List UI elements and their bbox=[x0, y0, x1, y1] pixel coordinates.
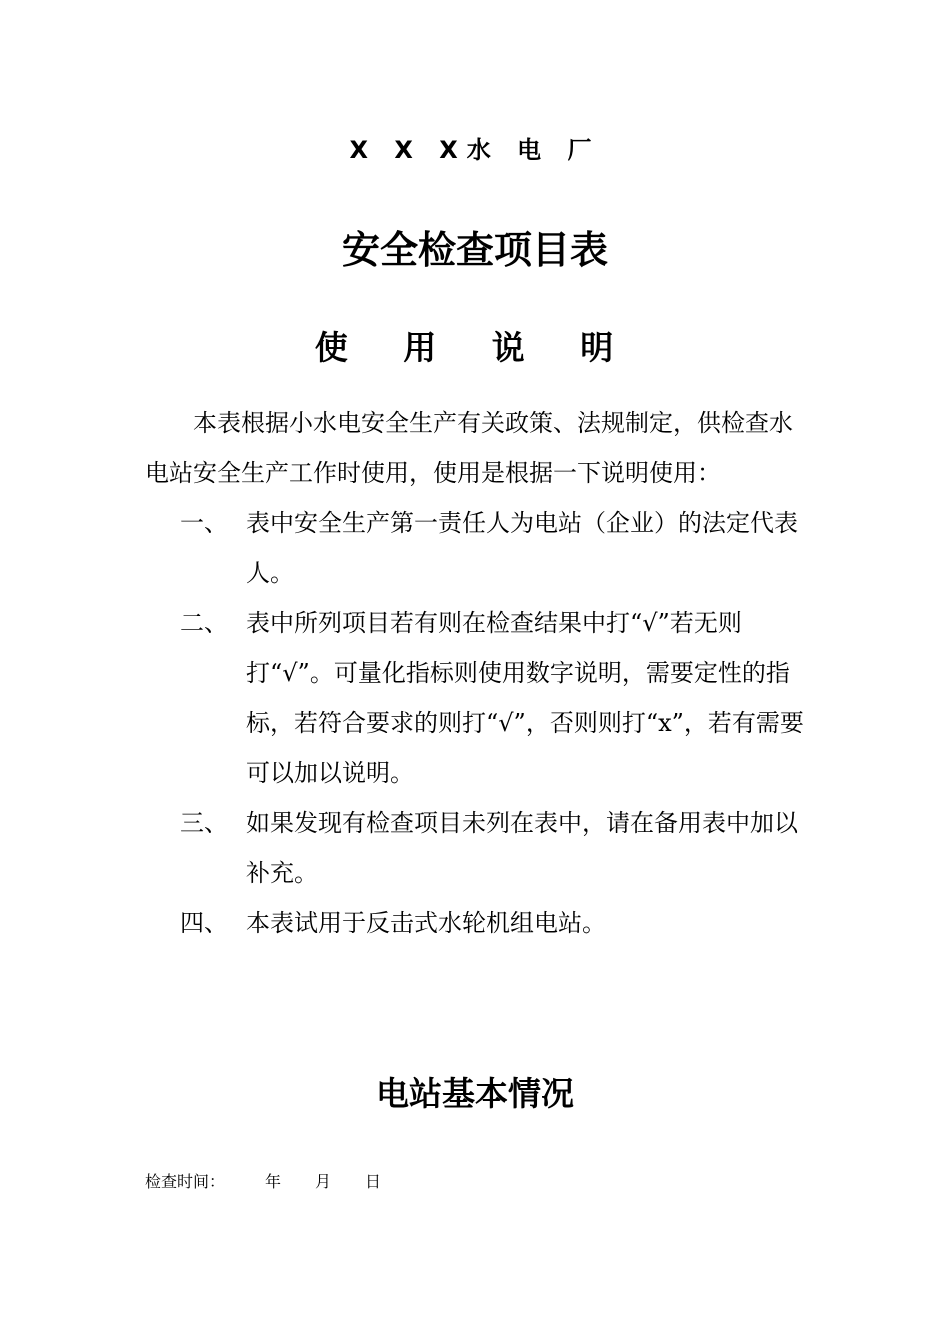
instruction-list bbox=[180, 498, 810, 948]
item-text: 本表试用于反击式水轮机组电站。 bbox=[246, 909, 606, 937]
item-text: 表中所列项目若有则在检查结果中打“√”若无则打“√”。可量化指标则使用数字说明，需要定性的指标，若符合要求的则打“√”，否则则打“x”，若有需要可以加以说明。 bbox=[246, 609, 804, 787]
day-label: 日 bbox=[365, 1172, 382, 1191]
item-text: 表中安全生产第一责任人为电站（企业）的法定代表人。 bbox=[246, 509, 798, 587]
check-time-label: 检查时间： bbox=[145, 1172, 226, 1191]
item-number: 二、 bbox=[180, 609, 228, 637]
item-number: 一、 bbox=[180, 509, 228, 537]
instructions-heading: 使 用 说 明 bbox=[314, 328, 636, 367]
list-item bbox=[180, 598, 810, 798]
list-item bbox=[180, 498, 810, 598]
item-text: 如果发现有检查项目未列在表中，请在备用表中加以补充。 bbox=[246, 809, 798, 887]
section-title: 电站基本情况 bbox=[376, 1074, 574, 1113]
month-label: 月 bbox=[315, 1172, 332, 1191]
plant-name: X X X水 电 厂 bbox=[349, 136, 601, 164]
list-item bbox=[180, 898, 810, 948]
check-time-line bbox=[145, 1170, 545, 1194]
item-number: 三、 bbox=[180, 809, 228, 837]
intro-paragraph: 本表根据小水电安全生产有关政策、法规制定，供检查水电站安全生产工作时使用，使用是根据一下说明使用： bbox=[145, 409, 793, 487]
list-item bbox=[180, 798, 810, 898]
item-number: 四、 bbox=[180, 909, 228, 937]
year-label: 年 bbox=[265, 1172, 282, 1191]
page-title: 安全检查项目表 bbox=[341, 228, 608, 272]
